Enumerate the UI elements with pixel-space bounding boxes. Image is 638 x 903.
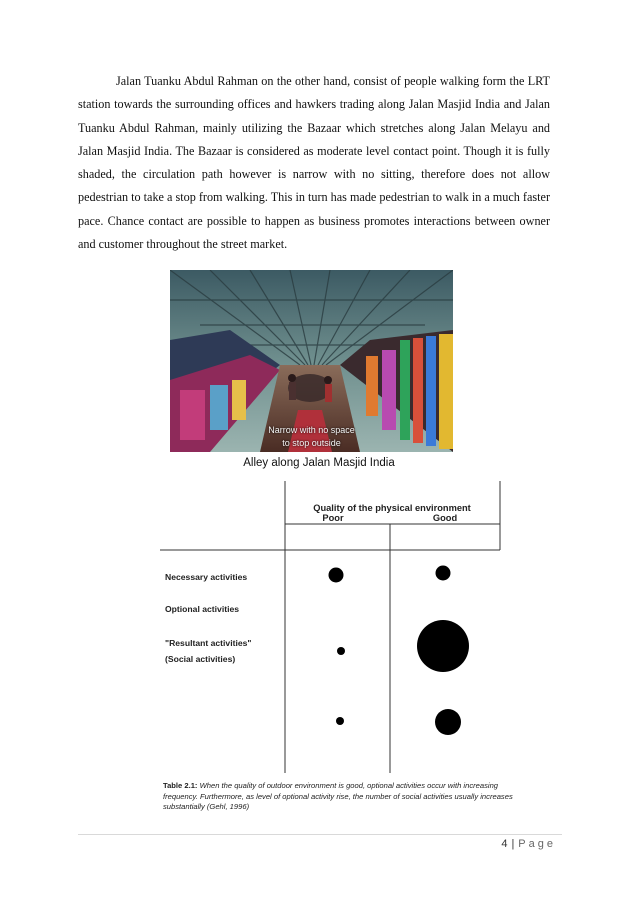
paragraph-line: Melayu and Jalan Masjid India. The Bazaar is considered as moderate level contact point. <box>78 120 551 158</box>
photo-caption: Alley along Jalan Masjid India <box>243 457 395 469</box>
page-number: 4 <box>501 838 508 850</box>
paragraph-line: Though it is fully shaded, the circulation path however is narrow with no sitting, therefore <box>78 143 550 182</box>
paragraph-line: and Jalan Tuanku Abdul Rahman, mainly utilizing the Bazaar which stretches along Jalan <box>78 97 551 135</box>
paragraph-line: walk in a much faster pace. Chance contact are possible to happen as business promotes <box>78 190 551 228</box>
table-caption-label: Table 2.1: <box>163 781 198 790</box>
dot-optional-good <box>417 620 469 672</box>
table-caption <box>163 781 513 813</box>
dot-necessary-poor <box>329 568 344 583</box>
paragraph-line: LRT station towards the surrounding offices and hawkers trading along Jalan Masjid India <box>78 74 550 112</box>
photo-annotation-line1: Narrow with no space <box>268 425 355 435</box>
paragraph-line: does not allow pedestrian to take a stop from walking. This in turn has made pedestrian to <box>78 167 550 205</box>
row-social-activities: (Social activities) <box>165 654 236 664</box>
page-footer <box>501 838 556 850</box>
table-caption-text: When the quality of outdoor environment is good, optional activities occur with increasing frequency. Furthermore, as level of optional activity rise, the number of social activities usually increases substantially (Gehl, 1996) <box>163 781 513 811</box>
footer-divider <box>78 834 562 835</box>
row-resultant-activities: "Resultant activities" <box>165 638 252 648</box>
footer-separator: | <box>511 838 515 850</box>
dot-optional-poor <box>337 647 345 655</box>
table-header: Quality of the physical environment <box>313 503 471 513</box>
dot-necessary-good <box>436 566 451 581</box>
paragraph-line: Jalan Tuanku Abdul Rahman on the other hand, consist of people walking form the <box>116 74 525 88</box>
row-necessary-activities: Necessary activities <box>165 572 248 582</box>
row-optional-activities: Optional activities <box>165 604 240 614</box>
paragraph-line: interactions between owner and customer throughout the street market. <box>78 213 551 252</box>
column-good: Good <box>432 513 458 523</box>
photo-annotation-line2: to stop outside <box>282 438 341 448</box>
dot-social-good <box>435 709 461 735</box>
dot-social-poor <box>336 717 344 725</box>
page-label: Page <box>518 838 556 850</box>
column-poor: Poor <box>322 513 344 523</box>
